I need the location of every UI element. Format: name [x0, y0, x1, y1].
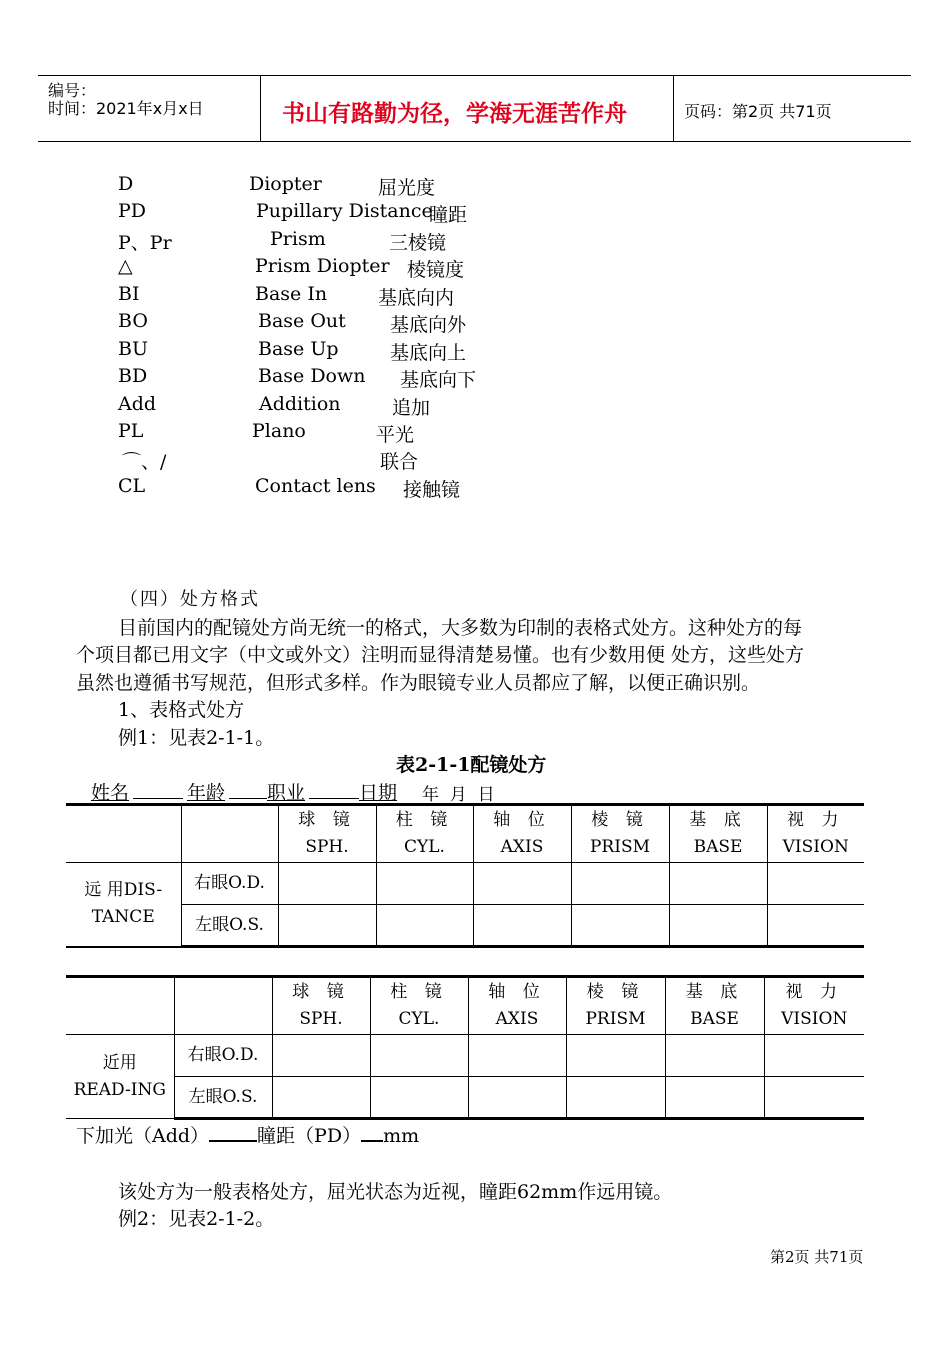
abbr-term: ⌒、/ [122, 451, 167, 473]
column-header-cn: 视 力 [785, 982, 843, 1002]
table-cell [669, 863, 767, 905]
abbr-chinese: 瞳距 [429, 204, 468, 226]
column-header-cn: 基 底 [685, 982, 744, 1002]
abbr-chinese: 屈光度 [378, 177, 436, 199]
paragraph-line: 目前国内的配镜处方尚无统一的格式，大多数为印制的表格式处方。这种处方的每 [118, 617, 803, 639]
table-cell [767, 905, 864, 947]
column-header [473, 805, 571, 863]
age-field-label: 年龄 [187, 782, 226, 804]
table-cell [473, 905, 571, 947]
column-header-en: BASE [690, 1009, 739, 1029]
column-header-cn: 球 镜 [292, 982, 350, 1002]
abbr-english: Prism Diopter [255, 255, 390, 277]
abbr-term: P、Pr [118, 232, 172, 254]
abbr-term: PL [118, 420, 144, 442]
eye-label: 右眼O.D. [174, 1035, 272, 1077]
add-pd-line [76, 1121, 419, 1148]
column-header-en: VISION [782, 837, 849, 857]
column-header-cn: 棱 镜 [591, 810, 649, 830]
abbr-english: Base Up [258, 338, 339, 360]
table-cell [566, 1077, 665, 1119]
column-header [669, 805, 767, 863]
abbr-term: D [118, 173, 134, 195]
table-corner-cell [174, 977, 272, 1035]
abbr-english: Pupillary Distance [256, 200, 433, 222]
column-header [370, 977, 468, 1035]
column-header [468, 977, 566, 1035]
abbr-english: Contact lens [255, 475, 376, 497]
column-header-en: SPH. [299, 1009, 343, 1029]
table-cell [468, 1077, 566, 1119]
header-divider [673, 75, 674, 141]
table-cell [764, 1077, 864, 1119]
table-caption: 表2-1-1配镜处方 [396, 754, 547, 776]
table-cell [272, 1035, 370, 1077]
table-cell [376, 863, 473, 905]
row-group-label-line: READ-ING [73, 1079, 166, 1100]
column-header-en: CYL. [404, 837, 445, 857]
abbr-english: Addition [259, 393, 341, 415]
underline [229, 798, 267, 799]
column-header-cn: 球 镜 [298, 810, 356, 830]
abbr-chinese: 基底向下 [400, 369, 477, 391]
abbr-term: Add [118, 393, 157, 415]
column-header [278, 805, 376, 863]
example-label: 例1：见表2-1-1。 [118, 727, 275, 749]
column-header-en: AXIS [495, 1009, 539, 1029]
column-header [665, 977, 764, 1035]
eye-label: 左眼O.S. [181, 905, 278, 947]
column-header-en: VISION [781, 1009, 848, 1029]
eye-label: 左眼O.S. [174, 1077, 272, 1119]
abbr-english: Diopter [249, 173, 322, 195]
abbr-english: Prism [270, 228, 326, 250]
underline [309, 798, 359, 799]
table-cell [665, 1035, 764, 1077]
row-group-label-line: 远 用DIS- [84, 880, 163, 901]
column-header [571, 805, 669, 863]
row-group-label-line: TANCE [91, 907, 155, 928]
table-corner-cell [66, 805, 181, 863]
example-label: 例2：见表2-1-2。 [118, 1208, 275, 1230]
abbr-term: BO [118, 310, 148, 332]
section-heading: （四）处方格式 [120, 589, 260, 610]
date-field-label: 日期 [359, 782, 398, 804]
table-cell [370, 1077, 468, 1119]
abbr-chinese: 联合 [380, 451, 419, 473]
add-label: 下加光（Add） [76, 1125, 210, 1147]
table-cell [767, 863, 864, 905]
table-cell [278, 863, 376, 905]
distance-prescription-table [66, 803, 864, 948]
column-header [767, 805, 864, 863]
abbr-chinese: 基底向上 [390, 342, 467, 364]
name-field-label: 姓名 [91, 782, 130, 804]
abbr-english: Base Down [258, 365, 366, 387]
table-cell [272, 1077, 370, 1119]
header-top-rule [38, 75, 911, 76]
column-header-cn: 柱 镜 [395, 810, 454, 830]
pd-unit: mm [383, 1125, 420, 1147]
table-cell [468, 1035, 566, 1077]
header-bottom-rule [38, 141, 911, 142]
abbr-term: △ [118, 255, 133, 277]
column-header-cn: 基 底 [689, 810, 747, 830]
column-header-en: PRISM [585, 1009, 646, 1029]
doc-time-label: 时间：2021年x月x日 [48, 99, 204, 118]
paragraph-line: 个项目都已用文字（中文或外文）注明而显得清楚易懂。也有少数用便 处方，这些处方 [76, 644, 805, 666]
pd-blank [361, 1122, 383, 1142]
table-corner-cell [181, 805, 278, 863]
paragraph-line: 虽然也遵循书写规范，但形式多样。作为眼镜专业人员都应了解，以便正确识别。 [76, 672, 761, 694]
column-header-en: CYL. [398, 1009, 440, 1029]
doc-number-label: 编号： [48, 81, 97, 100]
column-header-cn: 轴 位 [488, 982, 546, 1002]
row-group-label [66, 863, 181, 947]
abbr-chinese: 接触镜 [403, 479, 461, 501]
column-header-en: AXIS [500, 837, 544, 857]
table-corner-cell [66, 977, 174, 1035]
abbr-chinese: 棱镜度 [407, 259, 465, 281]
list-item: 1、表格式处方 [118, 699, 245, 721]
table-cell [566, 1035, 665, 1077]
table-cell [665, 1077, 764, 1119]
column-header [566, 977, 665, 1035]
table-cell [370, 1035, 468, 1077]
date-ymd: 年 月 日 [422, 785, 495, 805]
column-header [764, 977, 864, 1035]
abbr-term: BU [118, 338, 148, 360]
column-header-cn: 视 力 [787, 810, 845, 830]
header-divider [260, 75, 261, 141]
abbr-chinese: 三棱镜 [389, 232, 447, 254]
column-header-en: PRISM [589, 837, 650, 857]
abbr-english: Base Out [258, 310, 346, 332]
table-cell [571, 863, 669, 905]
job-field-label: 职业 [267, 782, 306, 804]
footer-page-number: 第2页 共71页 [770, 1248, 864, 1266]
table-cell [669, 905, 767, 947]
reading-prescription-table [66, 975, 864, 1120]
column-header-cn: 柱 镜 [390, 982, 448, 1002]
column-header-en: BASE [693, 837, 743, 857]
abbr-chinese: 基底向内 [378, 287, 455, 309]
row-group-label [66, 1035, 174, 1119]
abbr-chinese: 平光 [376, 424, 415, 446]
table-cell [376, 905, 473, 947]
abbr-term: PD [118, 200, 147, 222]
column-header-en: SPH. [305, 837, 349, 857]
header-motto: 书山有路勤为径，学海无涯苦作舟 [282, 101, 627, 127]
add-blank [209, 1122, 257, 1142]
abbr-term: CL [118, 475, 146, 497]
eye-label: 右眼O.D. [181, 863, 278, 905]
abbr-term: BD [118, 365, 148, 387]
row-group-label-line: 近用 [102, 1052, 137, 1073]
table-cell [278, 905, 376, 947]
abbr-chinese: 追加 [392, 397, 431, 419]
table-cell [764, 1035, 864, 1077]
abbr-term: BI [118, 283, 140, 305]
pd-label: 瞳距（PD） [257, 1125, 362, 1147]
column-header-cn: 轴 位 [493, 810, 551, 830]
table-cell [473, 863, 571, 905]
table-cell [571, 905, 669, 947]
closing-summary: 该处方为一般表格处方，屈光状态为近视，瞳距62mm作远用镜。 [118, 1181, 673, 1203]
column-header [272, 977, 370, 1035]
header-page-label: 页码：第2页 共71页 [684, 102, 832, 121]
underline [133, 798, 183, 799]
abbr-english: Base In [255, 283, 328, 305]
column-header-cn: 棱 镜 [586, 982, 645, 1002]
column-header [376, 805, 473, 863]
abbr-chinese: 基底向外 [390, 314, 467, 336]
abbr-english: Plano [252, 420, 306, 442]
